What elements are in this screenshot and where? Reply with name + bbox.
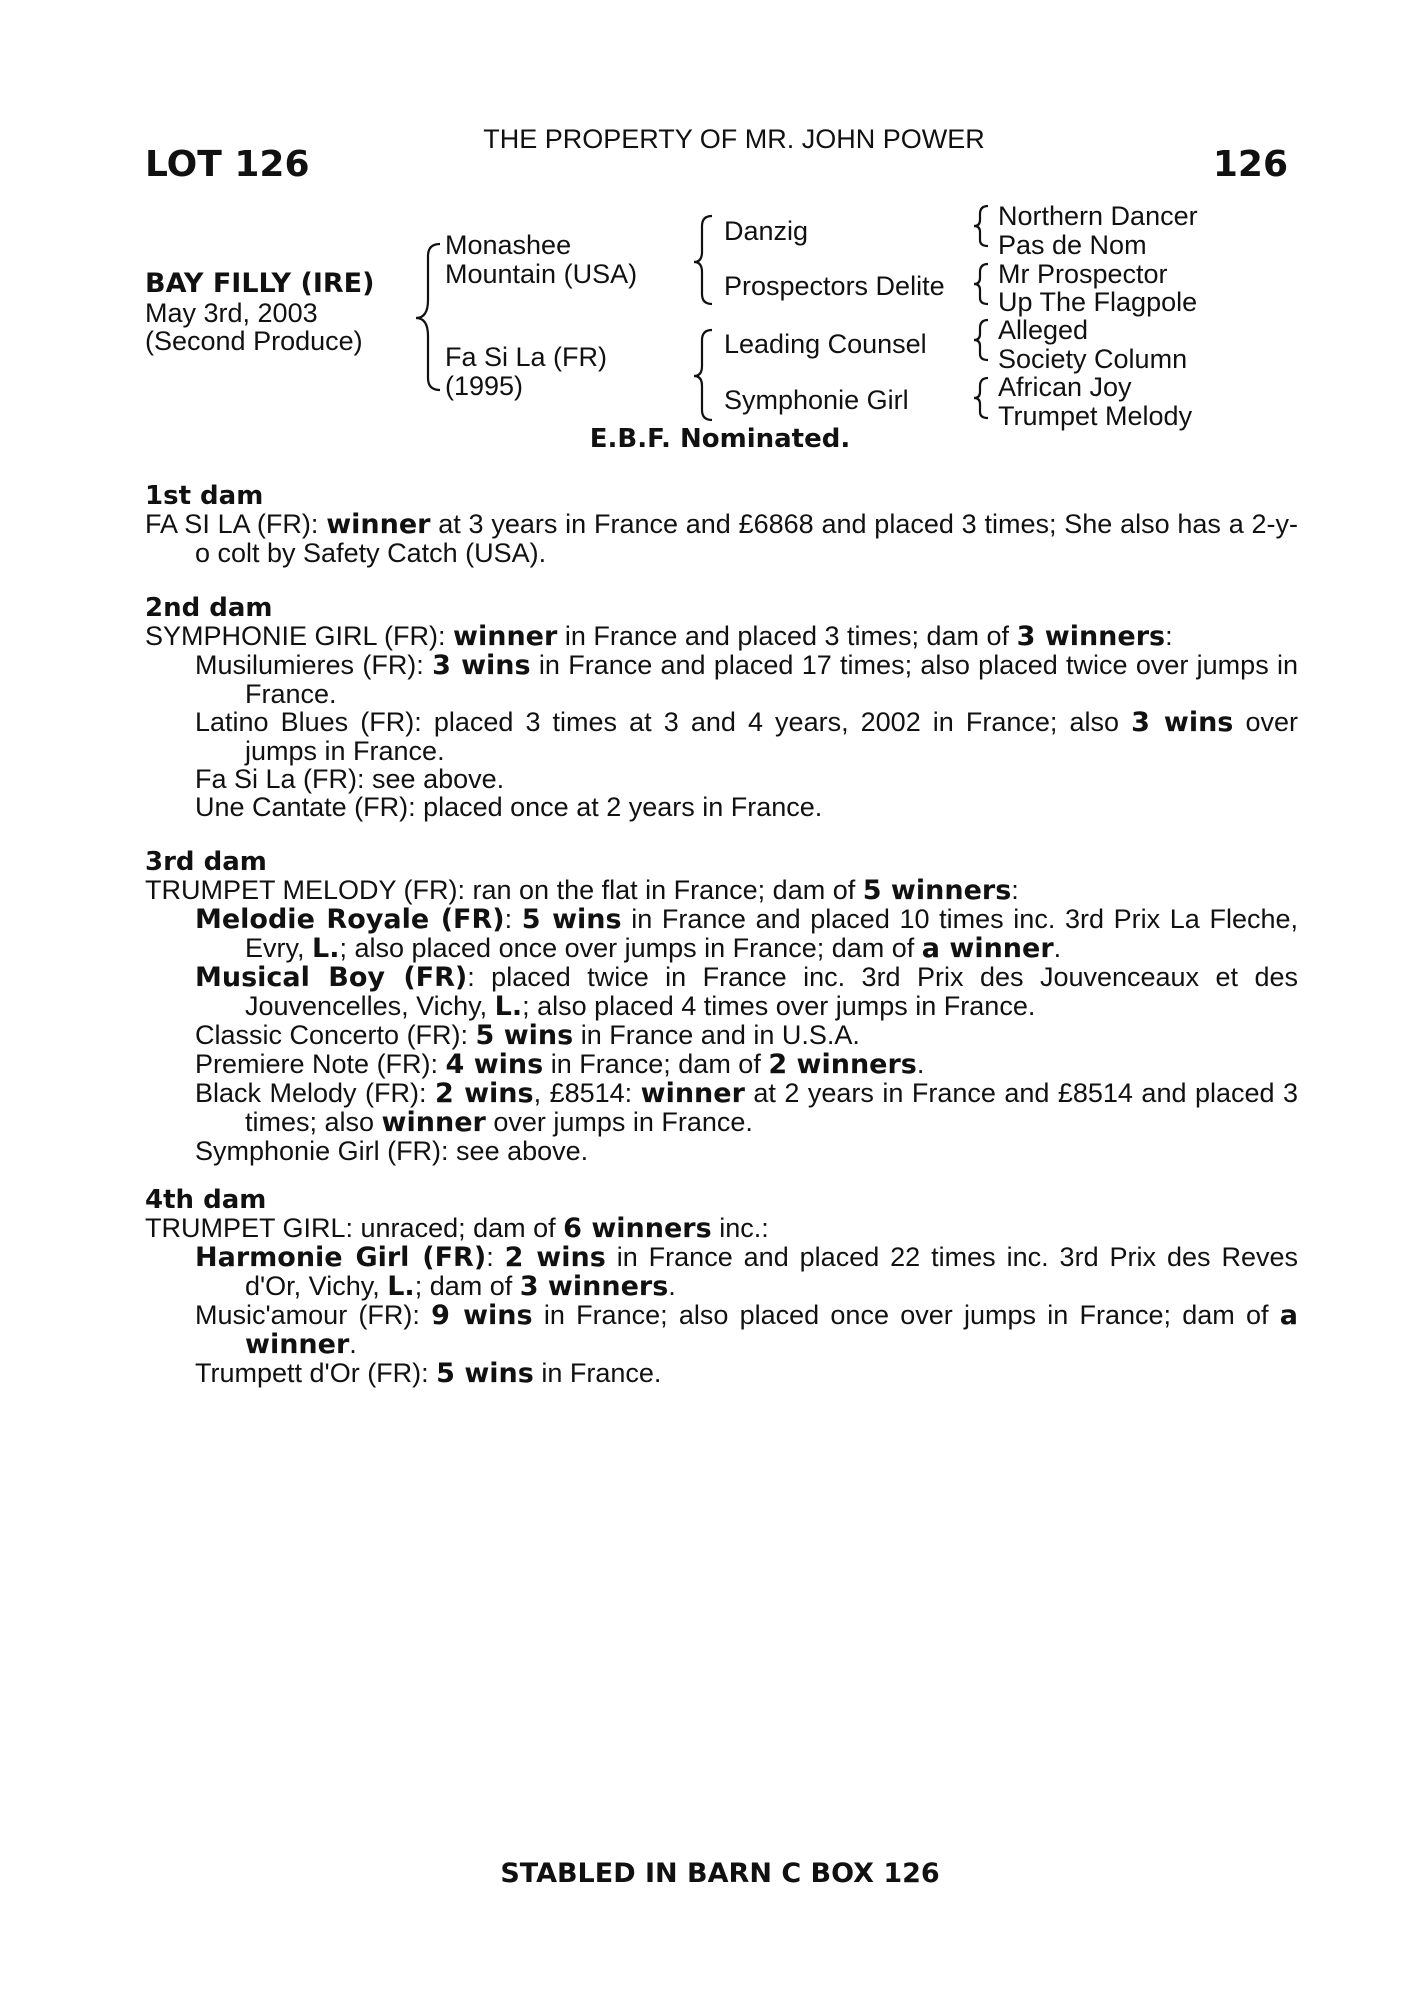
text-run: Latino Blues (FR): placed 3 times at 3 and 4 years, 2002 in France; also	[195, 707, 1132, 737]
grandparent-sire-dam: Prospectors Delite	[724, 271, 945, 301]
great-grandparent-6: Society Column	[998, 344, 1188, 374]
dam-entry	[145, 510, 1298, 567]
brace-prospectors-delite	[974, 264, 988, 304]
text-run: ; also placed 4 times over jumps in France.	[522, 991, 1036, 1021]
third-dam-section	[145, 848, 1298, 1165]
grandparent-dam-dam: Symphonie Girl	[724, 385, 909, 415]
great-grandparent-1: Northern Dancer	[998, 201, 1198, 231]
progeny-entry	[145, 793, 1298, 821]
bold-text: winner	[453, 621, 558, 652]
grandparent-sire-sire: Danzig	[724, 216, 809, 246]
great-grandparent-2: Pas de Nom	[998, 230, 1147, 260]
text-run: ; dam of	[414, 1271, 520, 1301]
text-run: :	[504, 904, 522, 934]
text-run: over jumps in France.	[485, 1107, 753, 1137]
bold-text: Musical Boy (FR)	[195, 962, 468, 993]
sire-name-line1: Monashee	[445, 230, 572, 260]
second-dam-heading: 2nd dam	[145, 593, 273, 623]
text-run: in France; also placed once over jumps in France; dam of	[532, 1300, 1280, 1330]
text-run: Music'amour (FR):	[195, 1300, 432, 1330]
text-run: Black Melody (FR):	[195, 1078, 435, 1108]
progeny-entry	[145, 1021, 1298, 1050]
text-run: in France; dam of	[543, 1049, 769, 1079]
brace-leading-counsel	[974, 320, 988, 360]
text-run: in France and placed 10 times inc. 3rd Prix La Fleche, Evry,	[245, 904, 1298, 963]
grandparent-dam-sire: Leading Counsel	[724, 329, 927, 359]
text-run: FA SI LA (FR):	[145, 509, 327, 539]
dam-entry	[145, 1214, 1298, 1243]
bold-text: L.	[494, 991, 523, 1022]
bold-text: 5 wins	[436, 1358, 534, 1389]
text-run: Premiere Note (FR):	[195, 1049, 446, 1079]
great-grandparent-8: Trumpet Melody	[998, 401, 1193, 431]
text-run: in France and placed 17 times; also placed twice over jumps in France.	[245, 650, 1299, 709]
bold-text: 3 wins	[432, 650, 531, 681]
text-run: inc.:	[711, 1213, 769, 1243]
bold-text: 2 wins	[434, 1078, 534, 1109]
bold-text: 5 wins	[521, 904, 622, 935]
text-run: Musilumieres (FR):	[195, 650, 433, 680]
bold-text: L.	[312, 933, 340, 964]
second-dam-entries	[145, 622, 1298, 821]
bold-text: Melodie Royale (FR)	[195, 904, 505, 935]
lot-number: 126	[1212, 144, 1288, 185]
text-run: in France and placed 22 times inc. 3rd Prix des Reves d'Or, Vichy,	[245, 1242, 1298, 1301]
text-run: Une Cantate (FR): placed once at 2 years in France.	[195, 792, 823, 822]
progeny-entry	[145, 1243, 1298, 1301]
horse-produce: (Second Produce)	[145, 326, 363, 356]
text-run: : placed twice in France inc. 3rd Prix des Jouvenceaux et des Jouvencelles, Vichy,	[245, 962, 1299, 1021]
text-run: .	[668, 1271, 676, 1301]
dam-entry	[145, 622, 1298, 651]
bold-text: a winner	[921, 933, 1054, 964]
brace-symphonie-girl	[974, 378, 988, 418]
bold-text: 5 wins	[475, 1020, 574, 1051]
sire-name-line2: Mountain (USA)	[445, 259, 638, 289]
text-run: in France and in U.S.A.	[573, 1020, 860, 1050]
bold-text: 2 wins	[504, 1242, 606, 1273]
property-heading: THE PROPERTY OF MR. JOHN POWER	[483, 124, 985, 154]
second-dam-section	[145, 594, 1298, 821]
progeny-entry	[145, 905, 1298, 963]
progeny-entry	[145, 963, 1298, 1021]
progeny-entry	[145, 651, 1298, 708]
dam-name-line1: Fa Si La (FR)	[445, 342, 608, 372]
text-run: TRUMPET GIRL: unraced; dam of	[145, 1213, 564, 1243]
bold-text: 3 wins	[1131, 707, 1234, 738]
brace-generation-1	[416, 244, 440, 390]
stabling-info: STABLED IN BARN C BOX 126	[500, 1858, 940, 1889]
pedigree-braces	[0, 0, 1428, 460]
text-run: , £8514:	[533, 1078, 641, 1108]
fourth-dam-heading: 4th dam	[145, 1185, 267, 1215]
bold-text: winner	[381, 1107, 486, 1138]
progeny-entry	[145, 1301, 1298, 1359]
text-run: over jumps in France.	[245, 707, 1298, 766]
great-grandparent-4: Up The Flagpole	[998, 287, 1198, 317]
text-run: TRUMPET MELODY (FR): ran on the flat in France; dam of	[145, 875, 863, 905]
progeny-entry	[145, 1050, 1298, 1079]
ebf-nominated: E.B.F. Nominated.	[589, 424, 851, 454]
horse-name: BAY FILLY (IRE)	[145, 268, 375, 299]
text-run: ; also placed once over jumps in France; dam of	[339, 933, 922, 963]
dam-entry	[145, 876, 1298, 905]
third-dam-entries	[145, 876, 1298, 1165]
bold-text: 2 winners	[768, 1049, 917, 1080]
text-run: Symphonie Girl (FR): see above.	[195, 1136, 589, 1166]
progeny-entry	[145, 765, 1298, 793]
bold-text: 9 wins	[431, 1300, 533, 1331]
bold-text: L.	[387, 1271, 415, 1302]
great-grandparent-5: Alleged	[998, 315, 1089, 345]
bold-text: winner	[640, 1078, 745, 1109]
horse-foaled: May 3rd, 2003	[145, 298, 318, 328]
third-dam-heading: 3rd dam	[145, 847, 267, 877]
brace-dam-parents	[694, 330, 712, 420]
text-run: .	[916, 1049, 925, 1079]
bold-text: Harmonie Girl (FR)	[195, 1242, 487, 1273]
text-run: in France and placed 3 times; dam of	[557, 621, 1017, 651]
text-run: Trumpett d'Or (FR):	[195, 1358, 437, 1388]
first-dam-section	[145, 482, 1298, 567]
bold-text: 3 winners	[1016, 621, 1166, 652]
lot-label: LOT 126	[145, 144, 310, 185]
fourth-dam-entries	[145, 1214, 1298, 1388]
great-grandparent-3: Mr Prospector	[998, 259, 1168, 289]
text-run: :	[486, 1242, 505, 1272]
text-run: .	[1053, 933, 1062, 963]
progeny-entry	[145, 1079, 1298, 1137]
text-run: at 2 years in France and £8514 and placed 3 times; also	[245, 1078, 1298, 1137]
text-run: Fa Si La (FR): see above.	[195, 764, 505, 794]
fourth-dam-section	[145, 1186, 1298, 1388]
progeny-entry	[145, 1137, 1298, 1165]
progeny-entry	[145, 1359, 1298, 1388]
first-dam-entries	[145, 510, 1298, 567]
brace-sire-parents	[694, 216, 712, 304]
text-run: at 3 years in France and £6868 and placed 3 times; She also has a 2-y-o colt by Safety Catch (USA).	[195, 509, 1298, 568]
bold-text: 6 winners	[563, 1213, 712, 1244]
progeny-entry	[145, 708, 1298, 765]
bold-text: winner	[326, 509, 431, 540]
text-run: Classic Concerto (FR):	[195, 1020, 476, 1050]
text-run: in France.	[533, 1358, 662, 1388]
bold-text: 4 wins	[445, 1049, 544, 1080]
text-run: :	[1165, 621, 1173, 651]
text-run: SYMPHONIE GIRL (FR):	[145, 621, 454, 651]
bold-text: a winner	[245, 1300, 1299, 1360]
bold-text: 3 winners	[519, 1271, 669, 1302]
text-run: :	[1011, 875, 1019, 905]
first-dam-heading: 1st dam	[145, 481, 264, 511]
text-run: .	[349, 1329, 357, 1359]
brace-danzig	[974, 206, 988, 246]
bold-text: 5 winners	[862, 875, 1012, 906]
dam-name-line2: (1995)	[445, 371, 524, 401]
great-grandparent-7: African Joy	[998, 372, 1132, 402]
